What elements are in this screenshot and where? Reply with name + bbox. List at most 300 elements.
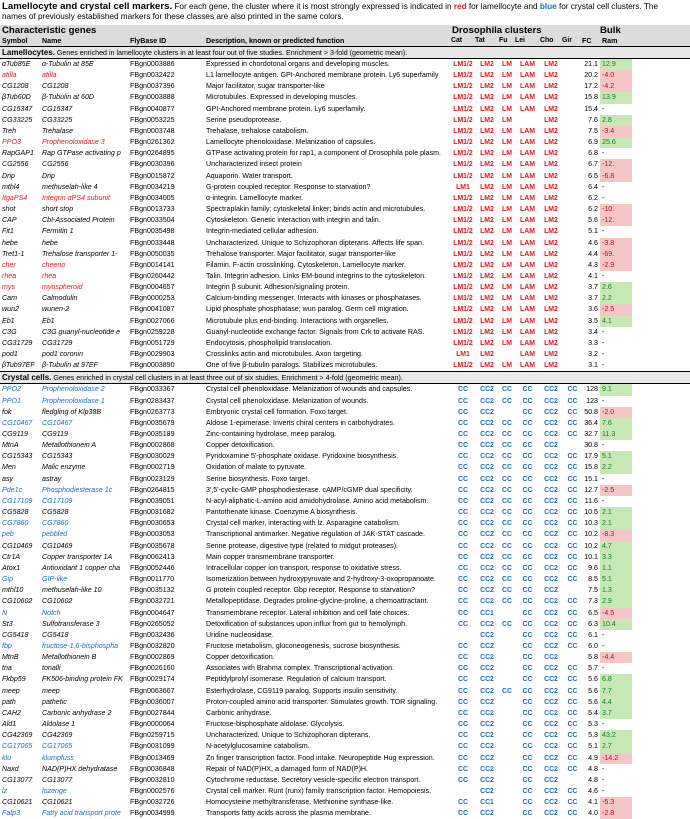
- flybase-id: FBgn0051729: [130, 338, 175, 347]
- cluster-tat: LM2: [480, 272, 494, 280]
- fold-change: 6.8: [588, 149, 598, 158]
- fold-change: 12.7: [584, 485, 598, 494]
- fold-change: 7.3: [588, 597, 598, 606]
- bulk-value: 1.1: [600, 563, 632, 574]
- fold-change: 6.5: [588, 171, 598, 180]
- cluster-gir: CC: [567, 397, 578, 405]
- table-row: [0, 541, 690, 552]
- drosophila-clusters-header: Drosophila clusters: [452, 25, 542, 36]
- gene-symbol: mthl10: [2, 586, 24, 595]
- cluster-cho: CC2: [544, 765, 558, 773]
- col-flybase: FlyBase ID: [130, 37, 167, 45]
- flybase-id: FBgn0052446: [130, 563, 175, 572]
- flybase-id: FBgn0036848: [130, 764, 175, 773]
- fold-change: 5.1: [588, 227, 598, 236]
- flybase-id: FBgn0034005: [130, 193, 175, 202]
- col-cho: Cho: [540, 37, 554, 44]
- cluster-cat: LM1/2: [453, 61, 473, 68]
- bulk-value: -: [602, 227, 605, 236]
- cluster-lei: CC: [522, 509, 533, 517]
- gene-name: CG31729: [42, 338, 73, 347]
- fold-change: 5.4: [588, 708, 598, 717]
- gene-description: Endocytosis, phospholipid translocation.: [206, 338, 333, 347]
- cluster-fu: LM: [502, 183, 512, 191]
- cluster-cho: CC2: [544, 509, 558, 517]
- bulk-value: -4.2: [600, 81, 632, 92]
- fold-change: 5.3: [588, 720, 598, 729]
- bulk-value: -: [602, 182, 605, 191]
- gene-description: Copper detoxification.: [206, 441, 275, 450]
- gene-name: fructose-1,6-bisphospha: [42, 641, 119, 650]
- cluster-cho: LM2: [544, 317, 558, 325]
- bulk-value: 2.2: [600, 293, 632, 304]
- bulk-value: -4.4: [600, 652, 632, 663]
- cluster-gir: CC: [567, 665, 578, 673]
- cluster-cat: LM1/2: [453, 228, 473, 236]
- gene-name: CG2556: [42, 160, 69, 169]
- col-bulk: Ram: [602, 37, 618, 45]
- gene-symbol: Fit1: [2, 227, 14, 236]
- cluster-cho: CC2: [544, 564, 558, 572]
- cluster-fu: LM: [502, 150, 512, 158]
- cluster-lei: CC: [522, 497, 533, 505]
- characteristic-genes-header: Characteristic genes: [2, 25, 97, 36]
- cluster-cat: LM1/2: [453, 83, 473, 91]
- bulk-value: 2.1: [600, 507, 632, 518]
- cluster-cho: LM2: [544, 72, 558, 80]
- flybase-id: FBgn0029903: [130, 350, 175, 359]
- gene-symbol: Atox1: [2, 563, 21, 572]
- gene-name: astray: [42, 474, 62, 483]
- cluster-tat: LM2: [480, 172, 494, 180]
- cluster-lei: CC: [522, 687, 533, 695]
- fold-change: 10.2: [584, 541, 598, 550]
- gene-symbol: C3G: [2, 327, 17, 336]
- cluster-lei: CC: [522, 442, 533, 450]
- cluster-cho: LM2: [544, 272, 558, 280]
- cluster-cho: LM2: [544, 328, 558, 336]
- table-row: [0, 719, 690, 730]
- flybase-id: FBgn0014141: [130, 260, 175, 269]
- bulk-value: -14.2: [600, 753, 632, 764]
- table-row: [0, 384, 690, 395]
- cluster-fu: LM: [502, 206, 512, 214]
- cluster-cat: LM1/2: [453, 306, 473, 314]
- gene-description: Pyridoxamine 5'-phosphate oxidase. Pyridoxine biosynthesis.: [206, 452, 399, 461]
- table-row: [0, 271, 690, 282]
- flybase-id: FBgn0004657: [130, 283, 175, 292]
- cluster-cho: LM2: [544, 127, 558, 135]
- cluster-tat: LM2: [480, 116, 494, 124]
- gene-description: Copper detoxification.: [206, 653, 275, 662]
- gene-description: Aldose 1-epimerase. Inverts chiral centers in carbohydrates.: [206, 418, 395, 427]
- table-row: [0, 474, 690, 485]
- table-row: [0, 104, 690, 115]
- bulk-value: -2.8: [600, 808, 632, 819]
- bulk-value: 4.7: [600, 541, 632, 552]
- cluster-fu: CC: [502, 453, 512, 461]
- cluster-cat: CC: [458, 453, 468, 461]
- gene-description: L1 lamellocyte antigen. GPI-Anchored membrane protein. Ly6 superfamily: [206, 71, 439, 80]
- gene-name: Malic enzyme: [42, 463, 86, 472]
- cluster-fu: LM: [502, 83, 512, 91]
- table-row: [0, 59, 690, 70]
- bulk-value: -: [602, 474, 605, 483]
- cluster-lei: LAM: [520, 83, 535, 91]
- cluster-fu: LM: [502, 339, 512, 347]
- gene-symbol: CG33225: [2, 115, 33, 124]
- cluster-cho: CC2: [544, 486, 558, 494]
- gene-description: N-acetylglucosamine catabolism.: [206, 742, 310, 751]
- cluster-cho: CC2: [544, 743, 558, 751]
- cluster-tat: LM2: [480, 94, 494, 102]
- bulk-value: 9.1: [600, 384, 632, 395]
- gene-description: Trehalase, trehalose catabolism.: [206, 126, 309, 135]
- flybase-id: FBgn0002869: [130, 653, 175, 662]
- bulk-value: -: [602, 327, 605, 336]
- gene-description: Uncharacterized insect protein: [206, 160, 302, 169]
- cluster-cho: CC2: [544, 676, 558, 684]
- gene-symbol: CG13077: [2, 775, 33, 784]
- fold-change: 10.1: [584, 552, 598, 561]
- cluster-fu: LM: [502, 105, 512, 113]
- flybase-id: FBgn0035498: [130, 227, 175, 236]
- bulk-value: 25.6: [600, 137, 632, 148]
- gene-description: Serine protease, digestive type (related to midgut proteases).: [206, 541, 399, 550]
- cluster-fu: LM: [502, 172, 512, 180]
- cluster-tat: LM2: [480, 239, 494, 247]
- table-row: [0, 396, 690, 407]
- cluster-tat: CC2: [480, 442, 494, 450]
- table-row: [0, 81, 690, 92]
- cluster-tat: LM2: [480, 295, 494, 303]
- flybase-id: FBgn0263773: [130, 407, 175, 416]
- bulk-value: -4.5: [600, 608, 632, 619]
- cluster-cho: CC2: [544, 598, 558, 606]
- marker-table: [0, 25, 690, 819]
- table-row: [0, 249, 690, 260]
- cluster-cho: LM2: [544, 94, 558, 102]
- gene-name: Prophenoloxidase 1: [42, 396, 105, 405]
- gene-name: CbI-Associated Protein: [42, 216, 115, 225]
- cluster-gir: CC: [567, 553, 578, 561]
- cluster-lei: LAM: [520, 94, 535, 102]
- cluster-tat: LM2: [480, 83, 494, 91]
- table-row: [0, 507, 690, 518]
- col-cat: Cat: [451, 37, 463, 44]
- fold-change: 10.5: [584, 508, 598, 517]
- fold-change: 6.3: [588, 619, 598, 628]
- gene-symbol: Drip: [2, 171, 16, 180]
- cluster-gir: CC: [567, 475, 578, 483]
- gene-symbol: CG9119: [2, 430, 28, 438]
- gene-symbol: klu: [2, 753, 12, 762]
- table-row: [0, 697, 690, 708]
- gene-symbol: mys: [2, 283, 16, 292]
- cluster-fu: CC: [502, 531, 512, 539]
- gene-description: Proton-coupled amino acid transporter. Stimulates growth. TOR signaling.: [206, 697, 438, 706]
- cluster-tat: CC2: [480, 743, 494, 751]
- cluster-fu: CC: [502, 564, 512, 572]
- gene-name: cheerio: [42, 260, 66, 269]
- cluster-tat: LM2: [480, 351, 494, 359]
- cluster-gir: CC: [567, 464, 578, 472]
- fold-change: 5.1: [588, 742, 598, 751]
- table-row: [0, 630, 690, 641]
- cluster-fu: LM: [502, 194, 512, 202]
- cluster-gir: CC: [567, 620, 578, 628]
- cluster-gir: CC: [567, 687, 578, 695]
- gene-symbol: shot: [2, 205, 16, 214]
- cluster-fu: LM: [502, 272, 512, 280]
- cluster-lei: LAM: [520, 306, 535, 314]
- flybase-id: FBgn0032422: [130, 71, 175, 80]
- gene-description: Esterhydrolase, CG9119 paralog. Supports insulin sensitivity.: [206, 686, 398, 695]
- cluster-lei: LAM: [520, 351, 535, 359]
- bulk-value: 3.3: [600, 552, 632, 563]
- cluster-lei: LAM: [520, 127, 535, 135]
- cluster-lei: CC: [522, 620, 533, 628]
- cluster-fu: CC: [502, 497, 512, 505]
- fold-change: 6.5: [588, 608, 598, 617]
- cluster-cat: CC: [458, 732, 468, 740]
- cluster-cat: CC: [458, 486, 468, 494]
- table-row: [0, 338, 690, 349]
- cluster-lei: LAM: [520, 317, 535, 325]
- gene-name: tonalli: [42, 664, 61, 673]
- fold-change: 17.2: [584, 82, 598, 91]
- cluster-cho: LM2: [544, 217, 558, 225]
- cluster-lei: CC: [522, 542, 533, 550]
- flybase-id: FBgn0259715: [130, 731, 175, 740]
- cluster-tat: CC2: [480, 531, 494, 539]
- fold-change: 6.1: [588, 630, 598, 639]
- cluster-cho: CC2: [544, 776, 558, 784]
- cluster-cat: CC: [458, 531, 468, 539]
- fold-change: 4.1: [588, 798, 598, 807]
- gene-name: CG10469: [42, 541, 73, 550]
- cluster-cho: CC2: [544, 553, 558, 561]
- gene-name: CG10467: [42, 418, 73, 427]
- flybase-id: FBgn0035678: [130, 541, 175, 550]
- table-row: [0, 92, 690, 103]
- cluster-gir: CC: [567, 542, 578, 550]
- bulk-value: -: [602, 641, 605, 650]
- gene-name: rhea: [42, 271, 57, 280]
- fold-change: 4.4: [588, 249, 598, 258]
- gene-symbol: PPO2: [2, 385, 21, 394]
- table-row: [0, 797, 690, 808]
- gene-symbol: CAP: [2, 216, 17, 225]
- cluster-cat: LM1: [456, 183, 470, 191]
- cluster-cat: LM1/2: [453, 362, 473, 370]
- gene-description: Fructose metabolism, gluconeogenesis, sucrose biosynthesis.: [206, 641, 401, 650]
- cluster-tat: LM2: [480, 161, 494, 169]
- cluster-cat: CC: [458, 442, 468, 450]
- cluster-gir: CC: [567, 531, 578, 539]
- cluster-lei: CC: [522, 587, 533, 595]
- cluster-fu: CC: [502, 397, 512, 405]
- cluster-gir: CC: [567, 598, 578, 606]
- flybase-id: FBgn0013733: [130, 205, 175, 214]
- table-row: [0, 440, 690, 451]
- gene-description: Crosslinks actin and microtubules. Axon targeting.: [206, 350, 363, 359]
- cluster-tat: CC2: [480, 564, 494, 572]
- bulk-value: -8.3: [600, 529, 632, 540]
- fold-change: 4.0: [588, 809, 598, 818]
- bulk-value: 7.6: [600, 418, 632, 429]
- cluster-gir: CC: [567, 576, 578, 584]
- col-name: Name: [42, 37, 62, 45]
- cluster-fu: LM: [502, 61, 512, 68]
- cluster-tat: CC2: [480, 553, 494, 561]
- cluster-gir: CC: [567, 721, 578, 729]
- cluster-cat: CC: [458, 654, 468, 662]
- flybase-id: FBgn0002868: [130, 441, 175, 450]
- cluster-cat: LM1/2: [453, 328, 473, 336]
- gene-name: Eb1: [42, 316, 55, 325]
- cluster-fu: CC: [502, 486, 512, 494]
- cluster-cho: CC2: [544, 442, 558, 450]
- col-tat: Tat: [475, 37, 485, 44]
- flybase-id: FBgn0003748: [130, 126, 175, 135]
- cluster-fu: LM: [502, 239, 512, 247]
- cluster-cat: CC: [458, 620, 468, 628]
- bulk-value: -: [602, 496, 605, 505]
- bulk-value: -2.0: [600, 407, 632, 418]
- cluster-fu: CC: [502, 419, 512, 427]
- flybase-id: FBgn0026160: [130, 664, 175, 673]
- cluster-tat: LM2: [480, 284, 494, 292]
- cluster-cho: LM2: [544, 339, 558, 347]
- bulk-value: 5.1: [600, 574, 632, 585]
- cluster-cat: LM1/2: [453, 127, 473, 135]
- gene-name: CG1208: [42, 82, 69, 91]
- gene-name: myospheroid: [42, 283, 83, 292]
- fold-change: 11.6: [584, 496, 598, 505]
- cluster-gir: CC: [567, 732, 578, 740]
- gene-name: Integrin αPS4 subunit: [42, 193, 110, 202]
- cluster-cho: CC2: [544, 810, 558, 818]
- gene-description: Cytochrome reductase. Secretory vesicle-specific electron transport.: [206, 775, 421, 784]
- gene-name: meep: [42, 686, 60, 695]
- table-row: [0, 663, 690, 674]
- cluster-fu: LM: [502, 127, 512, 135]
- cluster-lei: CC: [522, 698, 533, 706]
- cluster-cho: LM2: [544, 250, 558, 258]
- cluster-tat: CC2: [480, 732, 494, 740]
- cluster-fu: LM: [502, 250, 512, 258]
- cluster-tat: CC2: [480, 453, 494, 461]
- flybase-id: FBgn0036007: [130, 697, 175, 706]
- cluster-tat: CC2: [480, 431, 494, 438]
- fold-change: 6.7: [588, 160, 598, 169]
- col-lei: Lei: [515, 37, 525, 44]
- cluster-gir: CC: [567, 486, 578, 494]
- table-row: [0, 407, 690, 418]
- cluster-lei: CC: [522, 654, 533, 662]
- table-row: [0, 741, 690, 752]
- flybase-id: FBgn0002576: [130, 787, 175, 795]
- cluster-cat: CC: [458, 709, 468, 717]
- cluster-cat: LM1/2: [453, 284, 473, 292]
- cluster-fu: LM: [502, 261, 512, 269]
- gene-name: CG42369: [42, 731, 73, 740]
- cluster-gir: CC: [567, 788, 578, 795]
- flybase-id: FBgn0260442: [130, 271, 175, 280]
- cluster-cho: CC2: [544, 754, 558, 762]
- gene-symbol: fbp: [2, 641, 12, 650]
- cluster-cat: CC: [458, 542, 468, 550]
- cluster-cat: LM1/2: [453, 172, 473, 180]
- table-row: [0, 786, 690, 797]
- cluster-cho: LM2: [544, 116, 558, 124]
- fold-change: 3.7: [588, 294, 598, 303]
- gene-symbol: peb: [2, 530, 14, 539]
- cluster-lei: CC: [522, 419, 533, 427]
- cluster-cat: LM1/2: [453, 239, 473, 247]
- gene-symbol: Gip: [2, 575, 14, 584]
- flybase-id: FBgn0034219: [130, 182, 175, 191]
- gene-symbol: CG5418: [2, 630, 29, 639]
- bulk-value: -: [602, 396, 605, 405]
- bulk-value: -: [602, 361, 605, 370]
- flybase-id: FBgn0015872: [130, 171, 175, 180]
- gene-name: Phosphodiesterase 1c: [42, 485, 113, 494]
- table-row: [0, 529, 690, 540]
- flybase-id: FBgn0259228: [130, 327, 175, 336]
- table-row: [0, 674, 690, 685]
- gene-name: Rap GTPase activating p: [42, 149, 121, 158]
- cluster-cho: CC2: [544, 642, 558, 650]
- cluster-tat: LM2: [480, 105, 494, 113]
- gene-symbol: CG15343: [2, 452, 33, 461]
- gene-description: Lipid phosphate phosphatase; wun paralog. Germ cell migration.: [206, 305, 409, 314]
- cluster-lei: CC: [522, 475, 533, 483]
- cluster-cho: CC2: [544, 431, 558, 438]
- cluster-cat: CC: [458, 743, 468, 751]
- bulk-value: 7.7: [600, 686, 632, 697]
- flybase-id: FBgn0033367: [130, 385, 175, 394]
- gene-name: CG7860: [42, 519, 69, 528]
- gene-description: Crystal cell marker. Runt (runx) family transcription factor. Hemopoiesis.: [206, 787, 432, 795]
- gene-name: Sulfotransferase 3: [42, 619, 100, 628]
- cluster-fu: CC: [502, 598, 512, 606]
- caption-text: for crystal cell clusters. The names of previously established markers for these classes are also printed in the same colors.: [2, 2, 659, 22]
- cluster-tat: LM2: [480, 328, 494, 336]
- gene-symbol: fok: [2, 407, 12, 416]
- cluster-fu: LM: [502, 139, 512, 147]
- cluster-cat: CC: [458, 431, 468, 438]
- cluster-cho: CC2: [544, 698, 558, 706]
- cluster-cho: LM2: [544, 105, 558, 113]
- bulk-value: -12.: [600, 215, 632, 226]
- fold-change: 10.3: [584, 519, 598, 528]
- cluster-cho: LM2: [544, 61, 558, 68]
- gene-symbol: Fkbp59: [2, 675, 26, 684]
- gene-description: Microtubules. Expressed in developing muscles.: [206, 93, 358, 102]
- flybase-id: FBgn0011770: [130, 575, 175, 584]
- cluster-lei: LAM: [520, 295, 535, 303]
- table-row: [0, 260, 690, 271]
- cluster-fu: LM: [502, 161, 512, 169]
- table-column-header: [0, 36, 690, 46]
- gene-name: CG5418: [42, 630, 69, 639]
- cluster-cat: CC: [458, 419, 468, 427]
- cluster-fu: LM: [502, 217, 512, 225]
- col-symbol: Symbol: [2, 37, 28, 45]
- flybase-id: FBgn0050035: [130, 249, 175, 258]
